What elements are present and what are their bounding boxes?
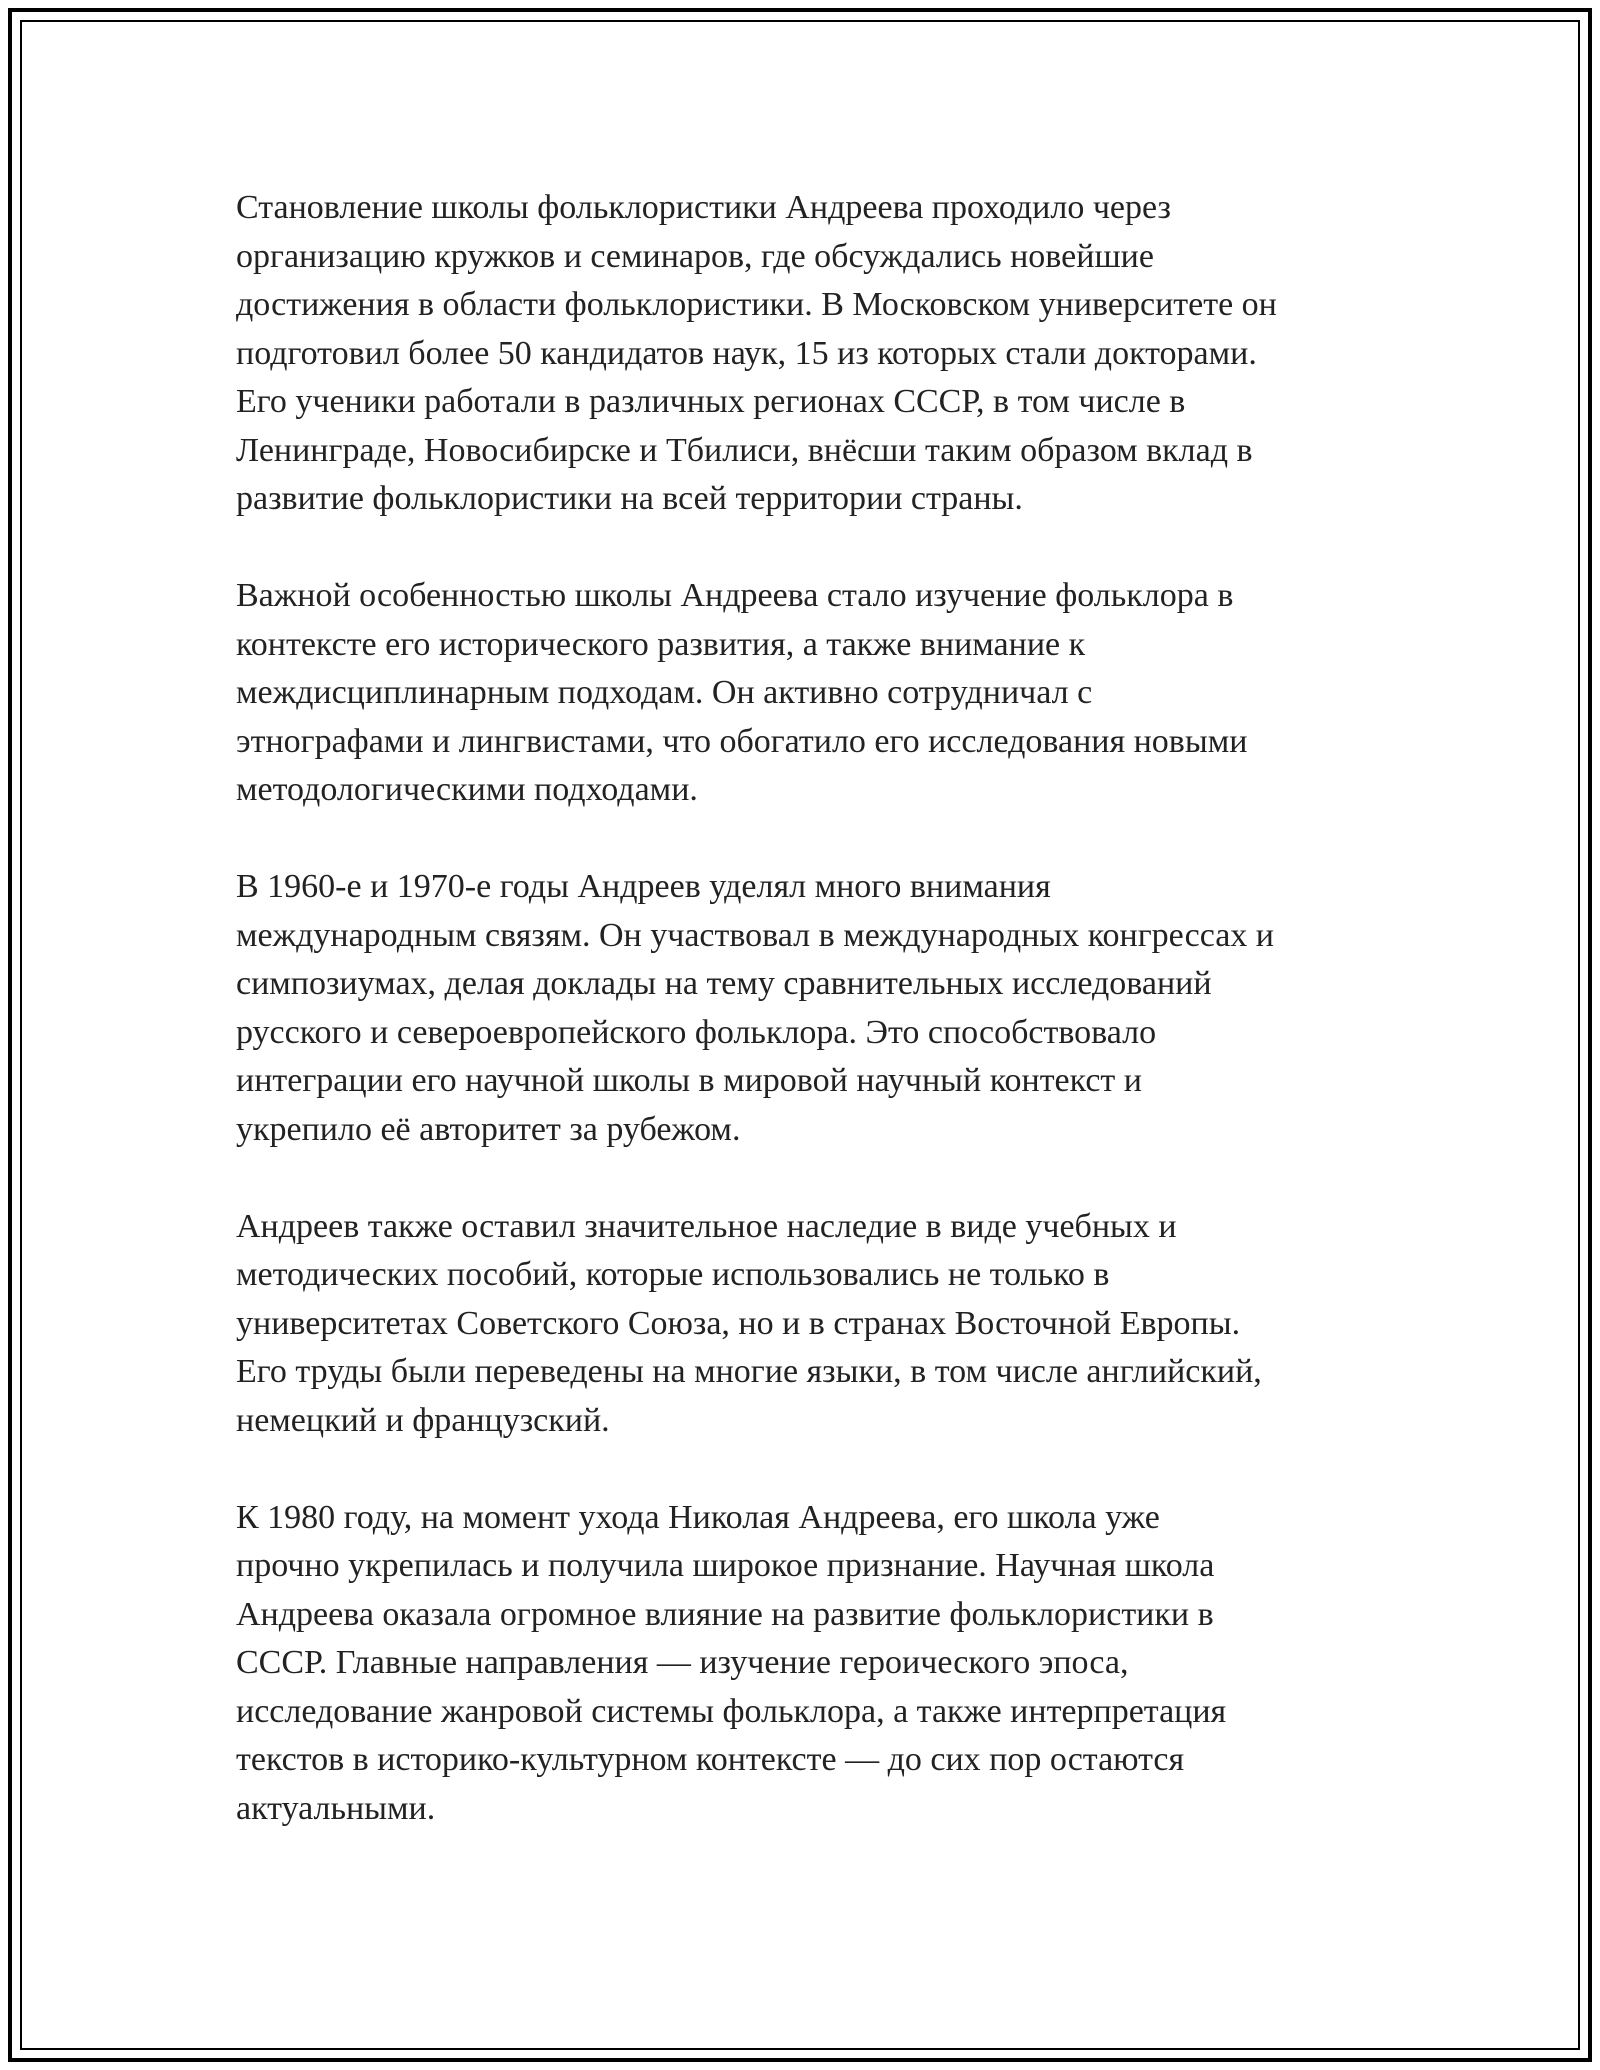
text-line: исследование жанровой системы фольклора, а также интерпретация: [236, 1692, 1227, 1730]
text-line: В 1960-е и 1970-е годы Андреев уделял много внимания: [236, 868, 1051, 905]
text-line: К 1980 году, на момент ухода Николая Андреева, его школа уже: [236, 1498, 1160, 1536]
text-line: контексте его исторического развития, а также внимание к: [236, 625, 1086, 663]
text-line: русского и североевропейского фольклора. Это способствовало: [236, 1013, 1157, 1051]
text-line: Андреева оказала огромное влияние на развитие фольклористики в: [236, 1595, 1214, 1633]
text-line: этнографами и лингвистами, что обогатило его исследования новыми: [236, 722, 1248, 760]
text-line: методических пособий, которые использовались не только в: [236, 1256, 1110, 1293]
text-line: организацию кружков и семинаров, где обсуждались новейшие: [236, 237, 1154, 275]
text-line: актуальными.: [236, 1789, 436, 1827]
paragraph: [236, 572, 1376, 815]
text-line: СССР. Главные направления — изучение героического эпоса,: [236, 1644, 1129, 1681]
text-line: Его ученики работали в различных регионах СССР, в том числе в: [236, 383, 1186, 420]
paragraph: [236, 1494, 1376, 1834]
text-line: прочно укрепилась и получила широкое признание. Научная школа: [236, 1547, 1215, 1584]
paragraph: [236, 863, 1376, 1154]
text-line: развитие фольклористики на всей территории страны.: [236, 480, 1023, 517]
text-line: Андреев также оставил значительное наследие в виде учебных и: [236, 1207, 1177, 1245]
text-line: международным связям. Он участвовал в международных конгрессах и: [236, 916, 1274, 954]
text-line: интеграции его научной школы в мировой научный контекст и: [236, 1062, 1142, 1099]
text-line: немецкий и французский.: [236, 1401, 610, 1439]
text-line: укрепило её авторитет за рубежом.: [236, 1110, 741, 1148]
text-line: Его труды были переведены на многие языки, в том числе английский,: [236, 1353, 1262, 1390]
paragraph: [236, 1203, 1376, 1446]
paragraph: [236, 184, 1376, 524]
text-line: текстов в историко-культурном контексте — до сих пор остаются: [236, 1741, 1185, 1778]
text-line: достижения в области фольклористики. В Московском университете он: [236, 286, 1277, 323]
text-line: Важной особенностью школы Андреева стало изучение фольклора в: [236, 577, 1234, 614]
text-line: междисциплинарным подходам. Он активно сотрудничал с: [236, 674, 1093, 711]
text-line: университетах Советского Союза, но и в странах Восточной Европы.: [236, 1304, 1241, 1342]
text-line: Ленинграде, Новосибирске и Тбилиси, внёсши таким образом вклад в: [236, 431, 1253, 469]
text-line: Становление школы фольклористики Андреева проходило через: [236, 189, 1171, 226]
text-line: методологическими подходами.: [236, 771, 698, 808]
text-line: подготовил более 50 кандидатов наук, 15 из которых стали докторами.: [236, 334, 1257, 372]
text-line: симпозиумах, делая доклады на тему сравнительных исследований: [236, 965, 1212, 1002]
document-body: [236, 184, 1376, 1882]
